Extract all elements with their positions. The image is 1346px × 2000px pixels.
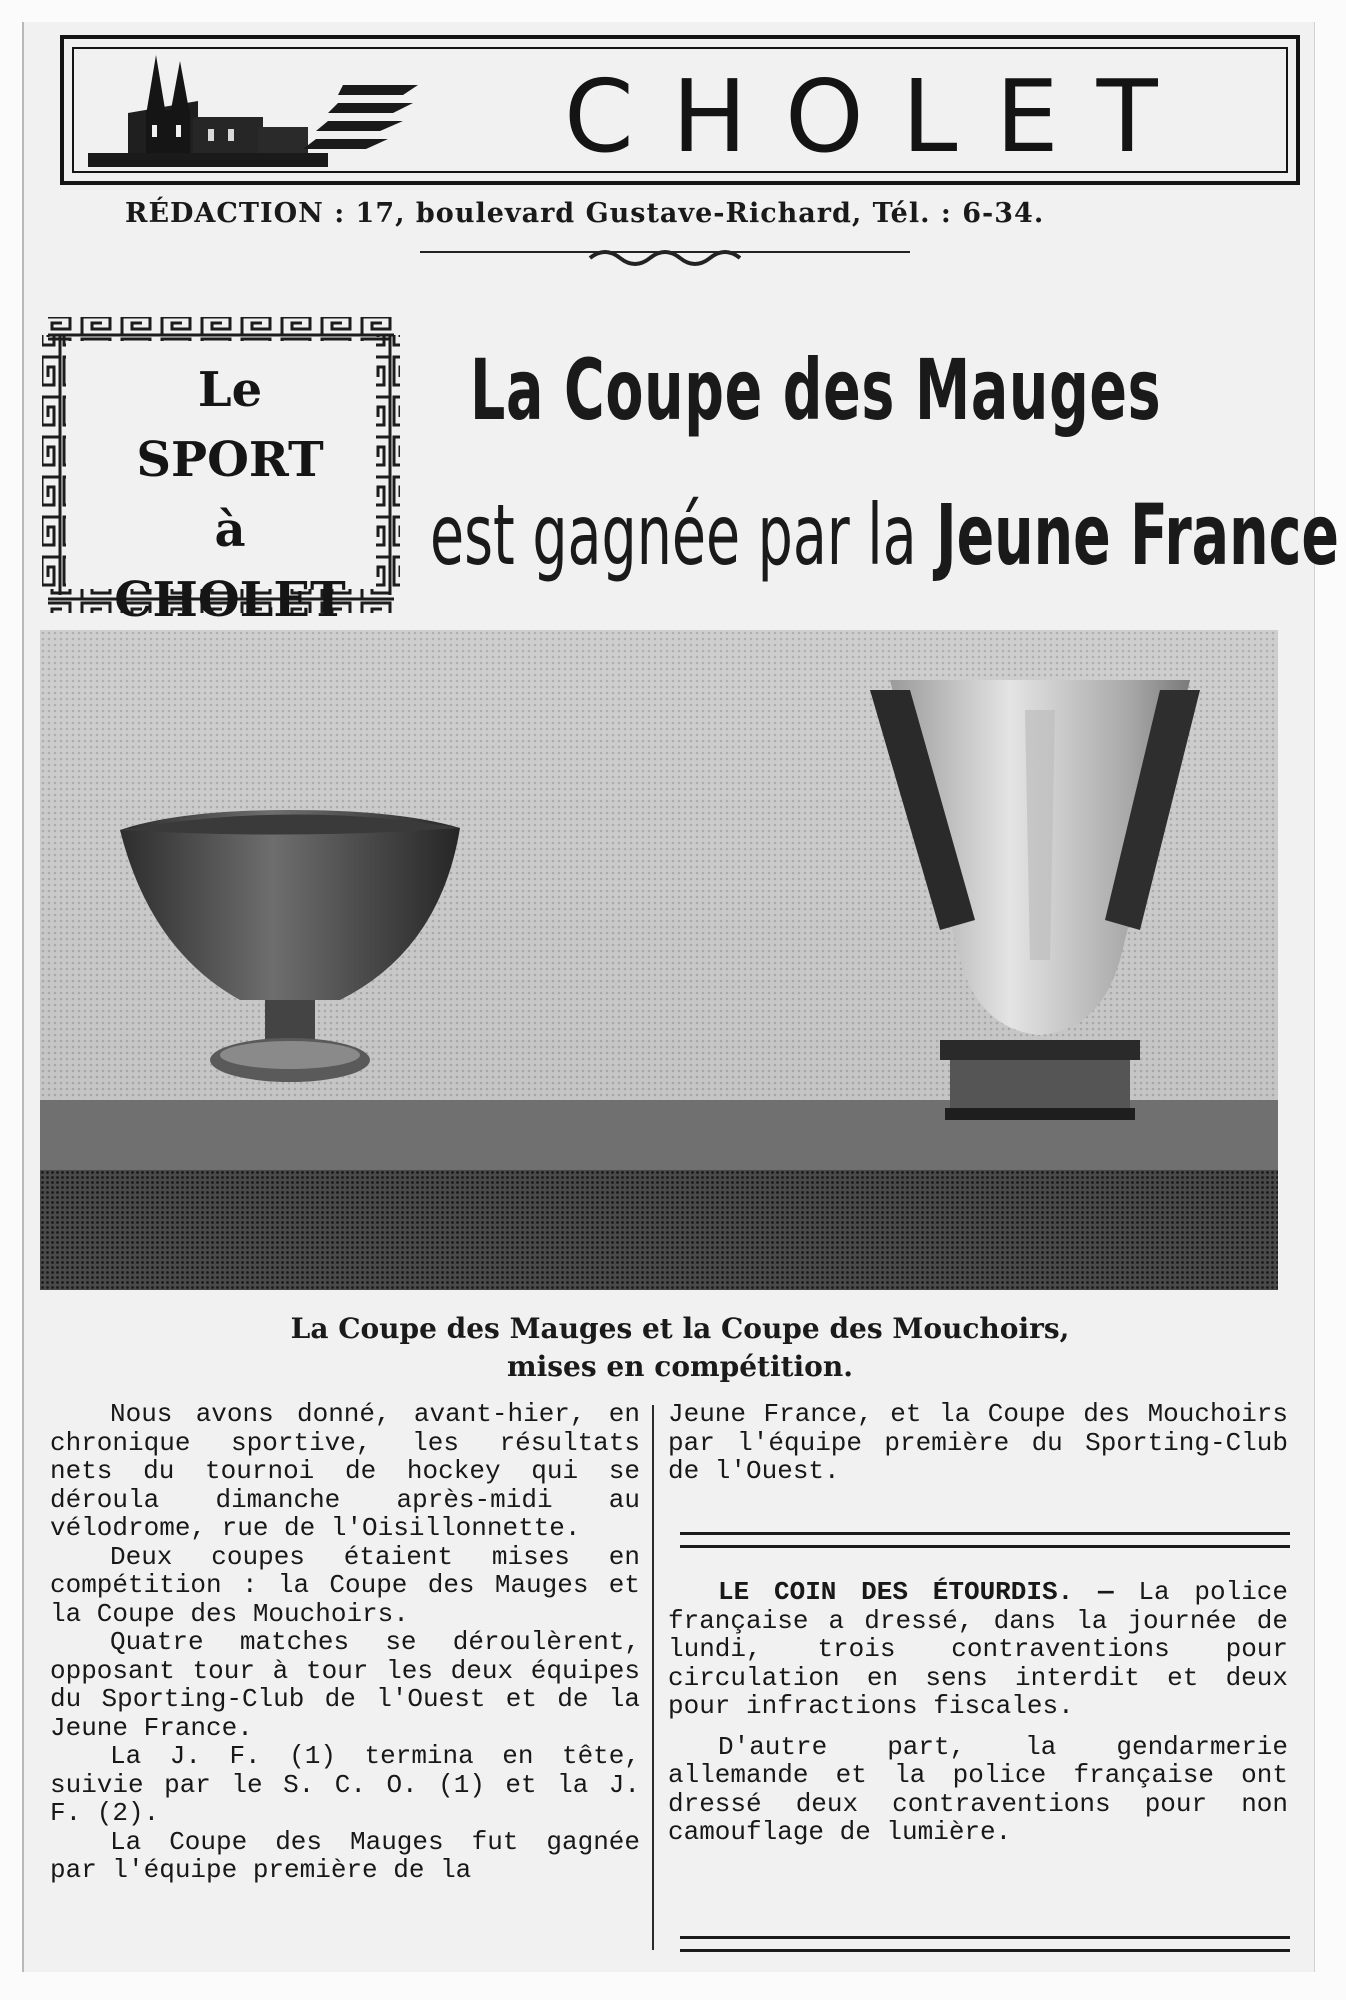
article-paragraph: Deux coupes étaient mises en compétition : la Coupe des Mauges et la Coupe des Mouchoirs. — [50, 1541, 640, 1629]
headline-line1: La Coupe des Mauges — [470, 341, 1162, 439]
article-left-column — [50, 1400, 640, 1885]
newspaper-title: CHOLET — [564, 58, 1196, 175]
headline-line2-part1: est gagnée par la — [430, 486, 917, 584]
photo-caption — [60, 1310, 1300, 1386]
article-paragraph: La Coupe des Mauges fut gagnée par l'équipe première de la — [50, 1826, 640, 1885]
trophies-photo — [40, 630, 1278, 1290]
sport-label-line3: CHOLET — [114, 572, 346, 628]
article-right-column — [668, 1400, 1288, 1486]
double-rule-bottom — [680, 1936, 1290, 1952]
coin-paragraph1: La police française a dressé, dans la journée de lundi, trois contraventions pour circulation en sens interdit et deux pour infractions fiscales. — [668, 1577, 1288, 1721]
sport-label-line2: à — [214, 502, 246, 558]
article-paragraph: Nous avons donné, avant-hier, en chronique sportive, les résultats nets du tournoi de hockey qui se déroula dimanche après-midi au vélodrome, rue de l'Oisillonnette. — [50, 1399, 640, 1543]
caption-line2: mises en compétition. — [507, 1350, 853, 1383]
headline-line2-part2: Jeune France — [935, 486, 1340, 584]
redaction-address: RÉDACTION : 17, boulevard Gustave-Richard, Tél. : 6-34. — [125, 198, 1045, 229]
article-paragraph: La J. F. (1) termina en tête, suivie par le S. C. O. (1) et la J. F. (2). — [50, 1741, 640, 1828]
sport-section-box — [40, 315, 402, 628]
masthead — [60, 35, 1300, 185]
article-continuation: Jeune France, et la Coupe des Mouchoirs par l'équipe première du Sporting-Club de l'Ouest. — [668, 1399, 1288, 1486]
coin-paragraph2: D'autre part, la gendarmerie allemande et la police française ont dressé deux contraventions pour non camouflage de lumière. — [668, 1731, 1288, 1847]
article-paragraph: Quatre matches se déroulèrent, opposant tour à tour les deux équipes du Sporting-Club de l'Ouest et de la Jeune France. — [50, 1627, 640, 1743]
sport-label-line1: Le SPORT — [136, 362, 324, 488]
coin-des-etourdis — [668, 1578, 1288, 1859]
wavy-divider — [420, 240, 910, 270]
double-rule-top — [680, 1532, 1290, 1548]
caption-line1: La Coupe des Mauges et la Coupe des Mouchoirs, — [290, 1312, 1070, 1345]
headline-line2 — [430, 485, 1340, 585]
coin-lead: LE COIN DES ÉTOURDIS. — — [718, 1577, 1114, 1607]
cholet-church-emblem-icon — [88, 55, 428, 175]
column-divider — [652, 1405, 654, 1950]
sport-label — [100, 355, 360, 635]
